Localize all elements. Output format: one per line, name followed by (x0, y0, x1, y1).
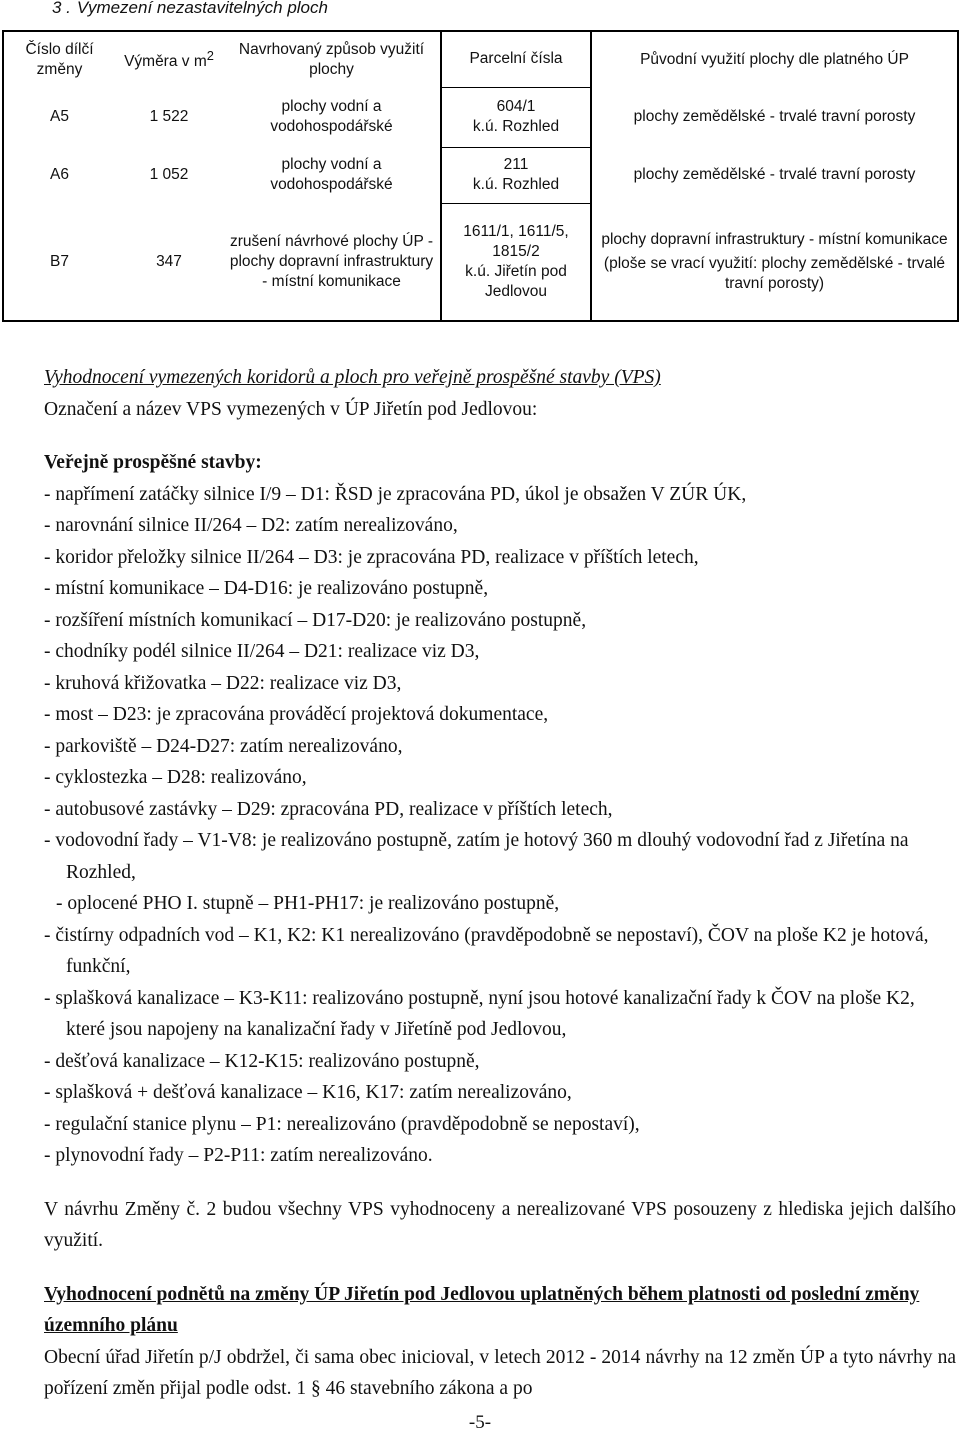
header-vymera (115, 31, 223, 87)
section-title-text: Vymezení nezastavitelných ploch (76, 0, 328, 17)
cell-parcelni (441, 147, 591, 203)
parcel-cadastre: k.ú. Rozhled (472, 118, 560, 135)
parcel-number: 1611/1, 1611/5, 1815/2 (463, 222, 569, 260)
section-title (52, 0, 328, 18)
table-row (3, 87, 958, 147)
list-item: - dešťová kanalizace – K12-K15: realizováno postupně, (44, 1050, 480, 1072)
cell-puvodni: plochy zemědělské - trvalé travní porosty (633, 108, 916, 125)
cell-vymera: 347 (156, 252, 182, 270)
header-vymera-sup: 2 (206, 48, 214, 64)
parcel-number: 211 (503, 156, 529, 173)
header-parcelni: Parcelní čísla (441, 31, 591, 87)
vps-list (44, 479, 956, 1172)
table-header-row (3, 31, 958, 87)
cell-vymera: 1 522 (149, 108, 189, 125)
cell-zpusob: plochy vodní a vodohospodářské (223, 87, 441, 147)
page-number: -5- (468, 1412, 492, 1433)
list-item: - autobusové zastávky – D29: zpracována PD, realizace v příštích letech, (44, 798, 613, 820)
table-row (3, 147, 958, 203)
parcel-cadastre: k.ú. Rozhled (472, 176, 560, 193)
section-number: 3 . (52, 0, 71, 17)
vps-subheading: Označení a název VPS vymezených v ÚP Jiřetín pod Jedlovou: (44, 398, 538, 420)
header-zpusob: Navrhovaný způsob využití plochy (223, 31, 441, 87)
podnety-text: Obecní úřad Jiřetín p/J obdržel, či sama obec inicioval, v letech 2012 - 2014 návrhy na 12 změn ÚP a tyto návrhy na pořízení změn přijal podle odst. 1 § 46 stavebního zákona a po (44, 1346, 956, 1399)
list-item: - kruhová křižovatka – D22: realizace viz D3, (44, 672, 402, 694)
parcel-number: 604/1 (496, 98, 536, 115)
header-cislo: Číslo dílčí změny (25, 40, 94, 78)
cell-vymera: 1 052 (149, 166, 189, 183)
list-item: - plynovodní řady – P2-P11: zatím nerealizováno. (44, 1145, 433, 1166)
list-item: - rozšíření místních komunikací – D17-D20: je realizováno postupně, (44, 609, 587, 631)
list-item: - cyklostezka – D28: realizováno, (44, 767, 307, 788)
vps-list-title: Veřejně prospěšné stavby: (44, 452, 262, 473)
vps-conclusion: V návrhu Změny č. 2 budou všechny VPS vyhodnoceny a nerealizované VPS posouzeny z hlediska jejich dalšího využití. (44, 1198, 956, 1251)
list-item: - splašková kanalizace – K3-K11: realizováno postupně, nyní jsou hotové kanalizační řady k ČOV na ploše K2, které jsou napojeny na kanalizační řady v Jiřetíně pod Jedlovou, (44, 987, 915, 1040)
parcel-cadastre: k.ú. Jiřetín pod Jedlovou (465, 262, 567, 300)
list-item: - narovnání silnice II/264 – D2: zatím nerealizováno, (44, 515, 458, 536)
cell-puvodni (591, 203, 958, 321)
puvodni-text: plochy dopravní infrastruktury - místní komunikace (601, 230, 948, 248)
cell-cislo: B7 (50, 252, 69, 270)
list-item: - most – D23: je zpracována prováděcí projektová dokumentace, (44, 704, 549, 725)
cell-puvodni: plochy zemědělské - trvalé travní porosty (633, 166, 916, 183)
header-vymera-text: Výměra v m (124, 53, 207, 71)
list-item: - čistírny odpadních vod – K1, K2: K1 nerealizováno (pravděpodobně se nepostaví), ČOV na ploše K2 je hotová, funkční, (44, 924, 929, 977)
list-item: - chodníky podél silnice II/264 – D21: realizace viz D3, (44, 641, 480, 662)
podnety-heading: Vyhodnocení podnětů na změny ÚP Jiřetín pod Jedlovou uplatněných během platnosti od poslední změny územního plánu (44, 1283, 920, 1336)
cell-parcelni (441, 203, 591, 321)
list-item: - oplocené PHO I. stupně – PH1-PH17: je realizováno postupně, (56, 893, 560, 914)
header-puvodni: Původní využití plochy dle platného ÚP (640, 50, 909, 68)
cell-cislo: A6 (50, 166, 69, 183)
document-body (44, 362, 956, 1405)
list-item: - vodovodní řady – V1-V8: je realizováno postupně, zatím je hotový 360 m dlouhý vodovodní řad z Jiřetína na Rozhled, (44, 830, 909, 883)
list-item: - místní komunikace – D4-D16: je realizováno postupně, (44, 578, 489, 599)
puvodni-note: (ploše se vrací využití: plochy zemědělské - trvalé travní porosty) (603, 254, 946, 292)
list-item: - parkoviště – D24-D27: zatím nerealizováno, (44, 735, 403, 757)
list-item: - regulační stanice plynu – P1: nerealizováno (pravděpodobně se nepostaví), (44, 1113, 640, 1135)
vps-heading: Vyhodnocení vymezených koridorů a ploch pro veřejně prospěšné stavby (VPS) (44, 367, 661, 388)
cell-parcelni (441, 87, 591, 147)
cell-cislo: A5 (50, 108, 69, 125)
cell-zpusob: zrušení návrhové plochy ÚP - plochy dopravní infrastruktury - místní komunikace (223, 203, 441, 321)
list-item: - splašková + dešťová kanalizace – K16, K17: zatím nerealizováno, (44, 1082, 572, 1103)
cell-zpusob: plochy vodní a vodohospodářské (223, 147, 441, 203)
list-item: - napřímení zatáčky silnice I/9 – D1: ŘSD je zpracována PD, úkol je obsažen V ZÚR ÚK, (44, 483, 747, 505)
list-item: - koridor přeložky silnice II/264 – D3: je zpracována PD, realizace v příštích letech, (44, 546, 699, 568)
table-row (3, 203, 958, 321)
plots-table (2, 30, 959, 322)
